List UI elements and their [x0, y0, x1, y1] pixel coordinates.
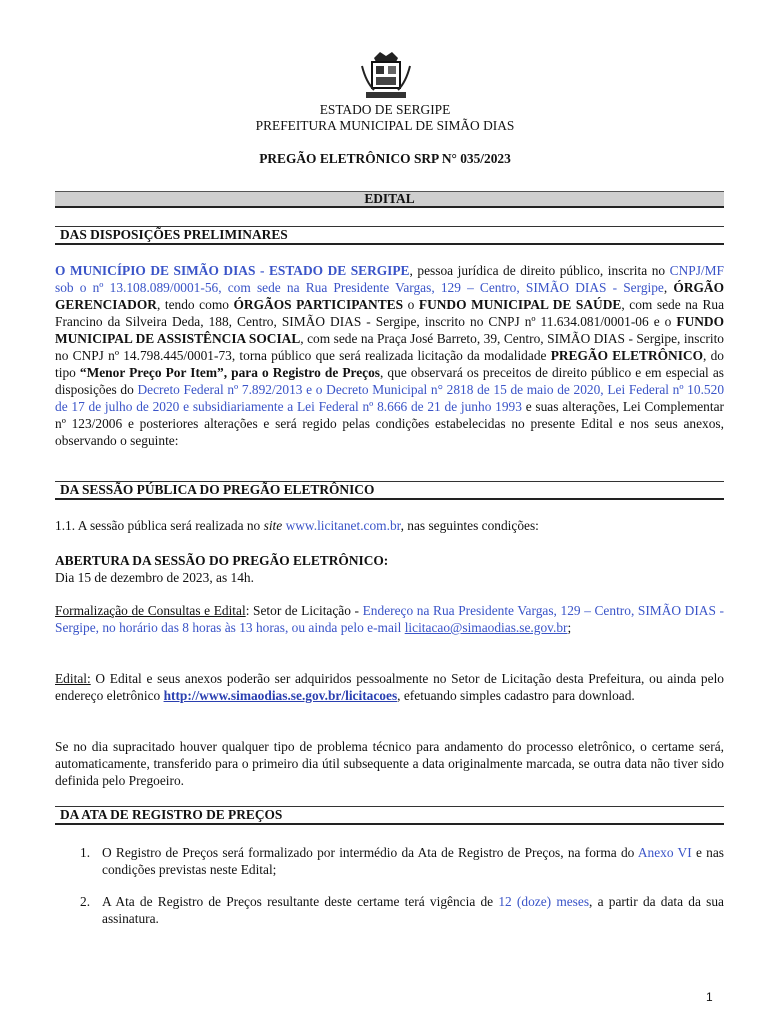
intro-paragraph: O MUNICÍPIO DE SIMÃO DIAS - ESTADO DE SERGIPE, pessoa jurídica de direito público, inscrita no CNPJ/MF sob o nº 13.108.089/0001-56, com sede na Rua Presidente Vargas, 129 – Centro, SIMÃO DIAS - Sergipe, ÓRGÃO GERENCIADOR, tendo como ÓRGÃOS PARTICIPANTES o FUNDO MUNICIPAL DE SAÚDE, com sede na Rua Francino da Silveira Deda, 188, Centro, SIMÃO DIAS - Sergipe, inscrito no CNPJ nº 11.634.081/0001-06 e o FUNDO MUNICIPAL DE ASSISTÊNCIA SOCIAL, com sede na Praça José Barreto, 39, Centro, SIMÃO DIAS - Sergipe, inscrito no CNPJ nº 14.798.445/0001-73, torna público que será realizada licitação da modalidade PREGÃO ELETRÔNICO, do tipo “Menor Preço Por Item”, para o Registro de Preços, que observará os preceitos de direito público e em especial as disposições do Decreto Federal nº 7.892/2013 e o Decreto Municipal n° 2818 de 15 de maio de 2020, Lei Federal nº 10.520 de 17 de julho de 2020 e subsidiariamente a Lei Federal nº 8.666 de 21 de junho 1993 e suas alterações, Lei Complementar nº 123/2006 e posteriores alterações e será regido pelas condições estabelecidas no presente Edital e nos seus anexos, observando o seguinte: — [55, 263, 725, 448]
section-ata: DA ATA DE REGISTRO DE PREÇOS — [55, 806, 724, 825]
licitacoes-link[interactable]: http://www.simaodias.se.gov.br/licitacoes — [163, 688, 398, 703]
prefecture-title: PREFEITURA MUNICIPAL DE SIMÃO DIAS — [255, 118, 515, 133]
abertura-block — [55, 552, 724, 586]
formalizacao-paragraph: Formalização de Consultas e Edital: Setor de Licitação - Endereço na Rua Presidente Vargas, 129 – Centro, SIMÃO DIAS - Sergipe, no horário das 8 horas às 13 horas, ou ainda pelo e-mail licitacao@simaodias.se.gov.br; — [55, 603, 724, 635]
edital-paragraph: Edital: O Edital e seus anexos poderão ser adquiridos pessoalmente no Setor de Licitação desta Prefeitura, ou ainda pelo endereço eletrônico http://www.simaodias.se.gov.br/licitacoes, efetuando simples cadastro para download. — [55, 671, 724, 703]
abertura-title: ABERTURA DA SESSÃO DO PREGÃO ELETRÔNICO: — [55, 553, 389, 568]
section-preliminares: DAS DISPOSIÇÕES PRELIMINARES — [55, 226, 724, 245]
list-item: 2. A Ata de Registro de Preços resultante deste certame terá vigência de 12 (doze) meses, a partir da data da sua assinatura. — [80, 894, 724, 926]
licitanet-link[interactable]: www.licitanet.com.br — [285, 518, 401, 533]
page-number: 1 — [706, 990, 713, 1004]
email-link[interactable]: licitacao@simaodias.se.gov.br — [404, 620, 568, 635]
section-sessao: DA SESSÃO PÚBLICA DO PREGÃO ELETRÔNICO — [55, 481, 724, 500]
pregao-title: PREGÃO ELETRÔNICO SRP N° 035/2023 — [259, 151, 511, 166]
state-title: ESTADO DE SERGIPE — [319, 102, 451, 117]
municipal-crest-icon — [356, 48, 416, 104]
list-item: 1. O Registro de Preços será formalizado por intermédio da Ata de Registro de Preços, na forma do Anexo VI e nas condições previstas neste Edital; — [80, 845, 724, 877]
abertura-date: Dia 15 de dezembro de 2023, as 14h. — [55, 570, 254, 585]
edital-band: EDITAL — [55, 191, 724, 208]
sessao-paragraph: 1.1. A sessão pública será realizada no site www.licitanet.com.br, nas seguintes condições: — [55, 518, 539, 533]
problema-paragraph: Se no dia supracitado houver qualquer tipo de problema técnico para andamento do processo eletrônico, o certame será, automaticamente, transferido para o primeiro dia útil subsequente a data originalmente marcada, se outra data não tiver sido definida pelo Pregoeiro. — [55, 739, 724, 788]
